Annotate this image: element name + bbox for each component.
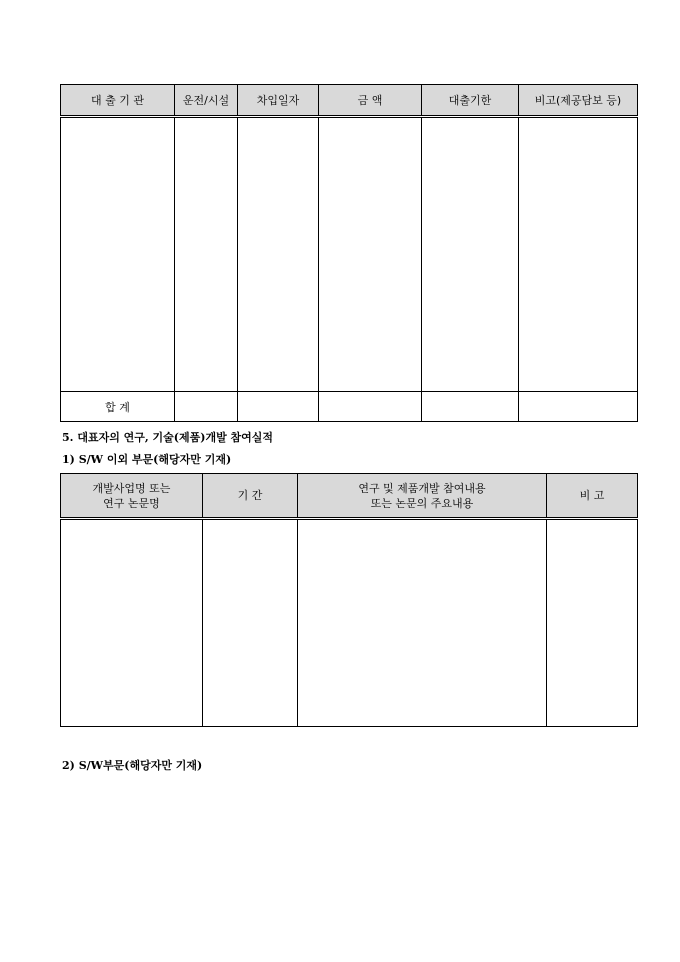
due-date-cell[interactable]	[422, 117, 519, 392]
total-borrow-date-cell[interactable]	[238, 392, 319, 422]
research-table-header-row	[61, 474, 638, 519]
total-label: 합 계	[61, 392, 175, 422]
header-remarks: 비고(제공담보 등)	[519, 85, 638, 117]
header-borrow-date: 차입일자	[238, 85, 319, 117]
period-cell[interactable]	[203, 519, 298, 727]
header-project-name-line2: 연구 논문명	[103, 496, 160, 510]
research-table	[60, 473, 638, 727]
amount-cell[interactable]	[319, 117, 422, 392]
header-participation-line2: 또는 논문의 주요내용	[370, 496, 474, 510]
total-amount-cell[interactable]	[319, 392, 422, 422]
header-purpose: 운전/시설	[175, 85, 238, 117]
lender-cell[interactable]	[61, 117, 175, 392]
total-remarks-cell[interactable]	[519, 392, 638, 422]
header-lender: 대 출 기 관	[61, 85, 175, 117]
header-project-name-line1: 개발사업명 또는	[92, 481, 171, 495]
loan-table-entry-row	[61, 117, 638, 392]
purpose-cell[interactable]	[175, 117, 238, 392]
header-period-label: 기 간	[237, 489, 263, 502]
project-name-cell[interactable]	[61, 519, 203, 727]
borrow-date-cell[interactable]	[238, 117, 319, 392]
header-amount: 금 액	[319, 85, 422, 117]
total-due-date-cell[interactable]	[422, 392, 519, 422]
total-purpose-cell[interactable]	[175, 392, 238, 422]
section5-sub1-title: 1) S/W 이외 부문(해당자만 기재)	[62, 453, 232, 466]
header-note-label: 비 고	[579, 489, 605, 502]
research-table-entry-row	[61, 519, 638, 727]
header-note	[547, 474, 638, 519]
section5-sub2-title: 2) S/W부문(해당자만 기재)	[62, 759, 203, 772]
header-participation-line1: 연구 및 제품개발 참여내용	[358, 481, 486, 495]
header-due-date: 대출기한	[422, 85, 519, 117]
note-cell[interactable]	[547, 519, 638, 727]
section5-title: 5. 대표자의 연구, 기술(제품)개발 참여실적	[62, 431, 274, 444]
header-participation	[298, 474, 547, 519]
header-project-name	[61, 474, 203, 519]
loan-table-header-row	[61, 85, 638, 117]
remarks-cell[interactable]	[519, 117, 638, 392]
header-period	[203, 474, 298, 519]
loan-table-total-row	[61, 392, 638, 422]
loan-table	[60, 84, 638, 422]
participation-cell[interactable]	[298, 519, 547, 727]
